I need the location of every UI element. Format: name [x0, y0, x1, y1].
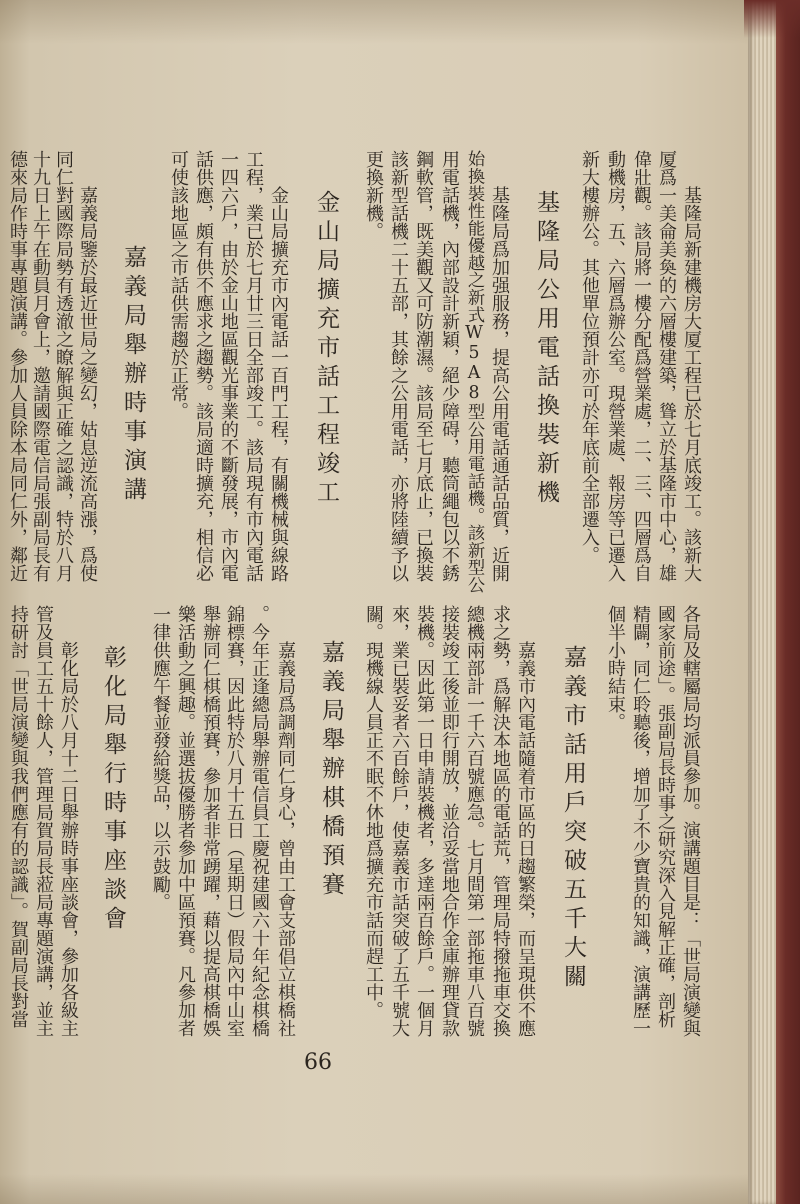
title-chiayi-subscribers: 嘉義市話用戶突破五千大關: [560, 645, 586, 993]
keelung-payphone-line: 鋼軟管，既美觀又可防潮濕。該局至七月底止，已換裝: [413, 150, 434, 582]
cover-top-shadow: [744, 0, 800, 38]
jinshan-expansion-line: 金山局擴充市內電話一百門工程，有關機械與線路: [268, 186, 289, 582]
chiayi-subscribers-line: 嘉義市內電話隨着市區的日趨繁榮，而呈現供不應: [515, 641, 536, 1037]
chiayi-lecture-line: 嘉義局鑒於最近世局之變幻，姑息逆流高漲，爲使: [77, 186, 98, 582]
paper-bottom-shadow: [0, 1174, 750, 1204]
chiayi-subscribers-line: 關。現機線人員正不眠不休地爲擴充市話而趕工中。: [363, 605, 384, 1019]
chiayi-lecture-continued-line: 精闢，同仁聆聽後，增加了不少寶貴的知識，演講歷一: [630, 605, 651, 1037]
paper-top-shadow: [0, 0, 750, 44]
keelung-payphone-line: 該新型話機二十五部，其餘之公用電話，亦將陸續予以: [388, 150, 409, 582]
keelung-payphone-line: 更換新機。: [363, 150, 384, 240]
keelung-building-line: 厦爲一美侖美奐的六層樓建築，聳立於基隆市中心，雄: [656, 150, 677, 582]
chiayi-subscribers-line: 來，業已裝妥者六百餘戶，使嘉義市話突破了五千號大: [389, 605, 410, 1037]
chiayi-chess-bridge-line: 嘉義局爲調劑同仁身心，曾由工會支部倡立棋橋社: [275, 641, 296, 1037]
chiayi-lecture-continued-line: 各局及轄屬局均派員參加。演講題目是：「世局演變與: [680, 605, 701, 1037]
chiayi-subscribers-line: 接裝竣工後並即行開放，並洽妥當地合作金庫辦理貸款: [439, 605, 460, 1037]
page-edges: [748, 0, 778, 1204]
jinshan-expansion-line: 工程，業已於七月廿三日全部竣工。該局現有市內電話: [243, 150, 264, 582]
keelung-building-line: 動機房，五、六層爲辦公室。現營業處、報房等已遷入: [605, 150, 626, 582]
keelung-building-line: 新大樓辦公。其他單位預計亦可於年底前全部遷入。: [579, 150, 600, 564]
jinshan-expansion-line: 可使該地區之市話供需趨於正常。: [168, 150, 189, 420]
chiayi-subscribers-line: 求之勢，爲解決本地區的電話荒，管理局特撥拖車交換: [490, 605, 511, 1037]
jinshan-expansion-line: 一四六戶，由於金山地區觀光事業的不斷發展，市內電: [218, 150, 239, 582]
chiayi-lecture-continued-line: 國家前途」。張副局長時事之研究深入見解正確，剖析: [655, 605, 676, 1028]
changhua-forum-line: 管及員工五十餘人，管理局賀局長蒞局專題演講，並主: [33, 605, 54, 1037]
keelung-payphone-line: 用電話機，內部設計新穎，絕少障碍，聽筒繩包以不銹: [439, 150, 460, 582]
chiayi-chess-bridge-line: 一律供應午餐並發給獎品，以示鼓勵。: [150, 605, 171, 911]
book-cover-edge: [776, 0, 800, 1204]
keelung-payphone-line: 始換裝性能優越之新式W5A8型公用電話機。該新型公: [464, 150, 484, 594]
jinshan-expansion-line: 話供應，頗有供不應求之趨勢。該局適時擴充，相信必: [193, 150, 214, 582]
title-chiayi-lecture: 嘉義局舉辦時事演講: [120, 245, 146, 506]
chiayi-chess-bridge-line: 錦標賽，因此特於八月十五日（星期日）假局內中山室: [224, 605, 245, 1037]
chiayi-chess-bridge-line: 樂活動之興趣。並選拔優勝者參加中區預賽。凡參加者: [175, 605, 196, 1037]
changhua-forum-line: 彰化局於八月十二日舉辦時事座談會，參加各級主: [58, 641, 79, 1037]
title-keelung-payphone: 基隆局公用電話換裝新機: [533, 190, 559, 509]
keelung-building-line: 基隆局新建機房大厦工程已於七月底竣工。該新大: [681, 186, 702, 582]
chiayi-subscribers-line: 裝機。因此第一日申請裝機者，多達兩百餘戶。一個月: [414, 605, 435, 1037]
chiayi-chess-bridge-line: 。今年正逢總局舉辦電信員工慶祝建國六十年紀念棋橋: [249, 605, 270, 1037]
chiayi-chess-bridge-line: 舉辦同仁棋橋預賽，參加者非常踴躍，藉以提高棋橋娛: [200, 605, 221, 1037]
title-changhua-forum: 彰化局舉行時事座談會: [100, 645, 126, 935]
chiayi-subscribers-line: 總機兩部計一千六百號應急。七月間第一部拖車八百號: [464, 605, 485, 1037]
title-chiayi-chess-bridge: 嘉義局舉辦棋橋預賽: [318, 640, 344, 901]
title-jinshan-expansion: 金山局擴充市話工程竣工: [313, 190, 339, 509]
keelung-payphone-line: 基隆局爲加强服務，提高公用電話通話品質，近開: [489, 186, 510, 582]
chiayi-lecture-continued-line: 個半小時結束。: [605, 605, 626, 731]
chiayi-lecture-line: 同仁對國際局勢有透澈之瞭解與正確之認識，特於八月: [53, 150, 74, 582]
changhua-forum-line: 持研討「世局演變與我們應有的認識」。賀副局長對當: [8, 605, 29, 1028]
keelung-building-line: 偉壯觀。該局將一樓分配爲營業處，二、三、四層爲自: [631, 150, 652, 582]
chiayi-lecture-line: 德來局作時事專題演講。參加人員除本局同仁外，鄰近: [7, 150, 28, 582]
chiayi-lecture-line: 十九日上午在動員月會上，邀請國際電信局張副局長有: [30, 150, 51, 582]
page-number: 66: [304, 1050, 332, 1075]
